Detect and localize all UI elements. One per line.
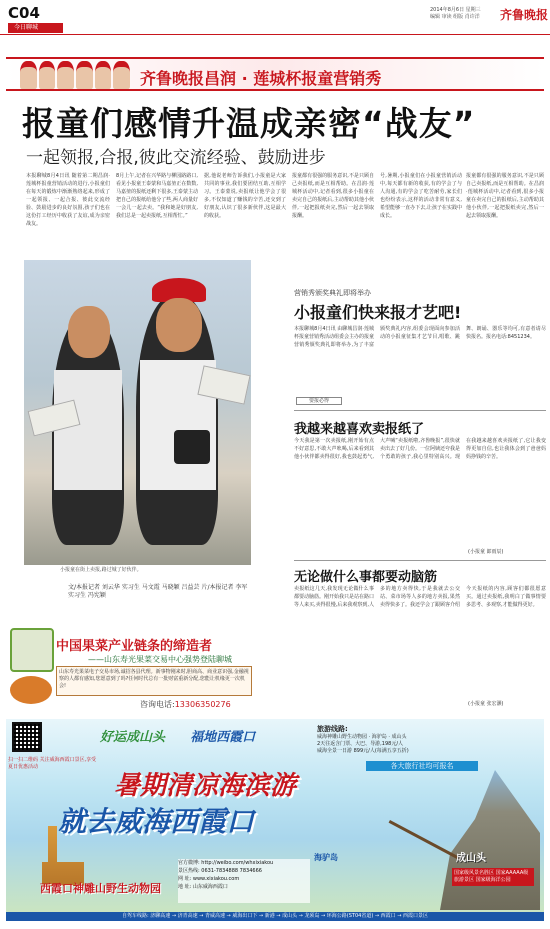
- travel-title-2: 就去威海西霞口: [58, 805, 255, 838]
- kid-figure: [113, 61, 130, 89]
- paper-logo: 齐鲁晚报: [500, 8, 549, 22]
- contact-weibo[interactable]: 官方微博: http://weibo.com/whxixiakou: [178, 860, 274, 866]
- divider: [294, 410, 546, 411]
- contact-phone: 景区热线: 0631-7834888 7834666: [178, 868, 262, 874]
- photo-caption: 小报童在街上卖报,路过城了好伙伴。: [60, 567, 142, 573]
- qr-caption: 扫一扫二维码 关注威海西霞口景区,享受夏日优惠活动: [8, 757, 97, 770]
- kid-figure: [57, 61, 74, 89]
- article3-title: 无论做什么事都要动脑筋: [294, 570, 438, 585]
- article-column-3: 据,他说老师告诉我们,小报童是大家共同的事业,我们要团结互助,互相学习。王泰蒙说,卖报纸让他学会了很多,不仅知道了赚钱的辛苦,还交到了好朋友,认识了很多新伙伴,这是最大的收获。: [204, 173, 286, 219]
- article2-byline: (小报童 郎雨辰): [468, 549, 504, 555]
- editor-line: 编辑 审读 组版 肖许洋: [430, 14, 480, 20]
- main-headline: 报童们感情升温成亲密“战友”: [22, 104, 476, 143]
- route-line: 威海全景一日游 899元/人(每满五享五折): [317, 748, 409, 754]
- side-body: 本报聊城8月4日讯 由聊城昌润·莲城杯报童营销秀活动组委会主办的报童营销秀颁奖典礼即将举办,为了丰富颁奖典礼内容,组委会现面向参加活动的小报童征集才艺节目,唱歌、跳舞、朗诵、器乐等均可,有意者请尽快报名。报名电话:8451234。: [294, 326, 546, 348]
- kid-figure: [76, 61, 93, 89]
- article-column-1: 本报聊城8月4日讯 随着第二期昌润·莲城杯报童营销活动的进行,小报童们在每天的锻炼中渐渐熟络起来,形成了一起领报、一起合报、彼此交流经验、鼓励进步的良好氛围,孩子们也在这份打工经历中收获了友谊,成为亲密战友。: [26, 173, 110, 227]
- contact-address: 地 址: 山东威海西霞口: [178, 884, 228, 890]
- fruit-ad-body: 山东寿光果菜电子交易市场,诚招各县代理。新事物刚来时,胆商高、商业意识强,金融视察的人都有感知,您愿意到了吗?任何时代总有一批财富重新分配,您能让机缘更一次机会!: [56, 666, 252, 696]
- date-info: [430, 7, 510, 21]
- kid-figure: [20, 61, 37, 89]
- slogan-right: 福地西霞口: [190, 730, 256, 745]
- fruit-ad-title: 中国果菜产业链条的缔造者: [56, 639, 213, 654]
- contact-website[interactable]: 网 址: www.xixiakou.com: [178, 876, 240, 882]
- cape-name: 成山头: [456, 853, 486, 864]
- date-line: 2014年8月6日 星期三: [430, 7, 481, 13]
- article3-body: 卖报纸这几天,我发现无论做什么事都要动脑筋。刚开始我只是站在路口等人来买,卖得很慢,后来我观察到,人多的地方卖得快,于是我就去公交站、菜市场等人多的地方卖报,果然卖得快多了。我还学会了跟顾客介绍今天报纸的内容,顾客们都很愿意买。通过卖报纸,我明白了做事情要多思考、多观察,才能做得更好。: [294, 586, 546, 608]
- photo-credits: 文/本报记者 刘云华 实习生 马文霞 马晓颖 吕益芸 片/本报记者 李军 实习生 冯宪颖: [68, 584, 248, 599]
- article-column-5: 号,暑期,小报童们在小报童营销活动中,每天都有新的收获,有的学会了与人沟通,有的学会了吃苦耐劳,家长们也纷纷表示,这样的活动非常有意义,希望能够一直办下去,让孩子在实践中成长。: [380, 173, 462, 219]
- banner-kids-illustration: [20, 61, 130, 89]
- route-line: 2天往返含门票、大巴、导游,198元/人: [317, 741, 404, 747]
- island-name: 海驴岛: [314, 853, 338, 862]
- travel-contact: [178, 859, 310, 903]
- side-kicker: 营销秀颁奖典礼即将举办: [294, 289, 371, 297]
- fruit-ad-subtitle: ——山东寿光果菜交易中心强势登陆聊城: [88, 655, 232, 664]
- phone-number: 13306350276: [174, 700, 231, 709]
- shoulder-bag: [174, 430, 210, 464]
- boy-left-face: [68, 306, 110, 358]
- article3-byline: (小报童 张宏灏): [468, 701, 504, 707]
- article2-body: 今天我是第一次卖报纸,刚开始有点不好意思,不敢大声吆喝,后来看到其他小伙伴都卖得很好,我也鼓起勇气,大声喊“卖报纸啦,齐鲁晚报”,很快就卖出去了好几份。一位阿姨还夸我是个勇敢的孩子,我心里特别高兴。现在我越来越喜欢卖报纸了,它让我变得更加自信,也让我体会到了爸爸妈妈挣钱的辛苦。: [294, 438, 546, 460]
- section-tag: 今日聊城: [8, 23, 63, 33]
- travel-slogan: [100, 726, 255, 745]
- fruit-ad-phone: [140, 699, 231, 710]
- kid-figure: [95, 61, 112, 89]
- newsboy-photo: [24, 260, 251, 565]
- banner-title: 齐鲁晚报昌润 · 莲城杯报童营销秀: [140, 69, 382, 88]
- page-code: C04: [8, 4, 40, 22]
- qr-code[interactable]: [12, 722, 42, 752]
- boy-right-face: [156, 298, 202, 352]
- fruit-basket-image: [10, 676, 52, 704]
- article-column-4: 报童都有很强的服务意识,不是只顾自己卖报纸,而是互相帮助。在昌润·莲城杯活动中,记者看到,很多小报童在卖完自己的报纸后,主动帮助其他小伙伴,一起把报纸卖完,然后一起去领取报酬。: [292, 173, 374, 219]
- drive-route-bar: 自驾车线路: 济聊高速 → 济青高速 → 青威高速 → 威海出口下 → 新港 → 成山头 → 龙须岛 → 环海公路(ST04省道) → 西霞口 → 西霞口景区: [6, 912, 544, 921]
- travel-routes: [317, 724, 487, 755]
- boy-left-shirt: [54, 370, 122, 490]
- article2-title: 我越来越喜欢卖报纸了: [294, 422, 425, 437]
- main-subheadline: 一起领报,合报,彼此交流经验、鼓励进步: [26, 148, 326, 168]
- slogan-left: 好运成山头: [100, 730, 166, 745]
- fruit-ad-logo: [10, 628, 54, 672]
- park-name: 西霞口神雕山野生动物园: [40, 882, 161, 895]
- article-column-6: 报童都有很强的服务意识,不是只顾自己卖报纸,而是互相帮助。在昌润·莲城杯活动中,记者看到,很多小报童在卖完自己的报纸后,主动帮助其他小伙伴,一起把报纸卖完,然后一起去领取报酬。: [466, 173, 544, 219]
- header-rule: [0, 34, 550, 35]
- phone-label: 咨询电话:: [140, 700, 175, 709]
- travel-agency-bar: 各大旅行社均可报名: [366, 761, 478, 771]
- reporter-stamp: 要报必得: [296, 397, 342, 405]
- travel-title-1: 暑期清凉海滨游: [114, 771, 297, 801]
- article-column-2: 8月上午,记者在兴华路与柳园路路口,看见小报童王泰蒙和马嘉堃正在数数,马嘉堃的报纸还剩下很多,王泰蒙主动把自己的报纸给他分了些,两人商量好一会儿一起去卖。“我和她是好朋友,我们总是一起卖报纸,互相帮忙。”: [116, 173, 198, 219]
- routes-title: 旅游线路:: [317, 725, 348, 733]
- route-line: 威海神雕山野生动物园 · 海驴岛 · 成山头: [317, 734, 407, 740]
- cape-badge: 国家级风景名胜区 国家AAAAA级旅游景区 国家级海洋公园: [452, 868, 534, 886]
- kid-figure: [39, 61, 56, 89]
- side-title: 小报童们快来报才艺吧!: [294, 303, 462, 322]
- divider: [294, 560, 546, 561]
